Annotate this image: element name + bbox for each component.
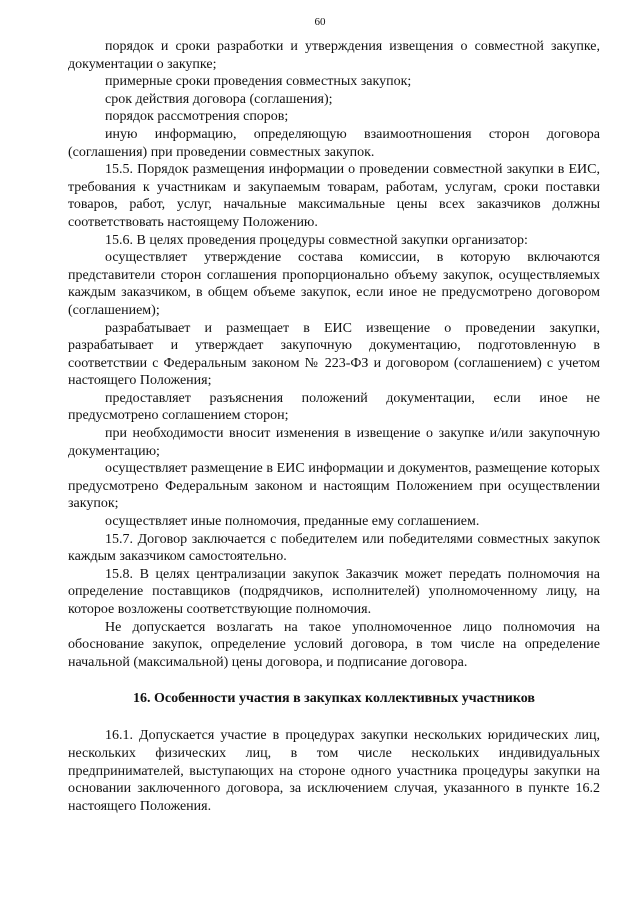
paragraph: срок действия договора (соглашения); [105,91,333,107]
paragraph-15-8: 15.8. В целях централизации закупок Заказчик может передать полномочия на определение поставщиков (подрядчиков, исполнителей) уполномоченному лицу, на которое возложены соответствующие полномочия. [68,566,600,617]
section-16 [68,727,600,815]
paragraph-15-7: 15.7. Договор заключается с победителем или победителями совместных закупок каждым заказчиком самостоятельно. [68,531,600,565]
paragraph: разрабатывает и размещает в ЕИС извещение о проведении закупки, разрабатывает и утверждает закупочную документацию, подготовленную в соответствии с Федеральным законом № 223-ФЗ и договором (соглашением) с учетом настоящего Положения; [68,320,600,389]
paragraph: порядок и сроки разработки и утверждения извещения о совместной закупке, документации о закупке; [68,39,600,72]
paragraph-15-5: 15.5. Порядок размещения информации о проведении совместной закупки в ЕИС, требования к участникам и закупаемым товарам, работам, услугам, сроки поставки товаров, работ, услуг, начальные максимальные цены всех заказчиков должны соответствовать настоящему Положению. [68,162,600,230]
paragraph: осуществляет размещение в ЕИС информации и документов, размещение которых предусмотрено Федеральным законом и настоящим Положением при осуществлении закупок; [68,461,600,512]
paragraph: осуществляет утверждение состава комиссии, в которую включаются представители сторон соглашения пропорционально объему закупок, осуществляемых каждым заказчиком, в общем объеме закупок, если иное не предусмотрено договором (соглашением); [68,250,600,318]
paragraph-15-6: 15.6. В целях проведения процедуры совместной закупки организатор: [105,232,528,248]
paragraph-16-1: 16.1. Допускается участие в процедурах закупки нескольких юридических лиц, нескольких физических лиц, в том числе нескольких индивидуальных предпринимателей, выступающих на стороне одного участника процедуры закупки на основании заключенного договора, за исключением случая, указанного в пункте 16.2 настоящего Положения. [68,728,600,814]
section-heading: 16. Особенности участия в закупках коллективных участников [133,691,535,707]
paragraph: предоставляет разъяснения положений документации, если иное не предусмотрено соглашением сторон; [68,390,600,424]
paragraph: порядок рассмотрения споров; [105,109,289,125]
page-number: 60 [314,16,326,28]
paragraph: осуществляет иные полномочия, преданные ему соглашением. [105,514,480,530]
paragraph: иную информацию, определяющую взаимоотношения сторон договора (соглашения) при проведении совместных закупок. [68,126,600,160]
page-body [68,38,600,815]
paragraph: при необходимости вносит изменения в извещение о закупке и/или закупочную документацию; [68,426,600,459]
paragraph: Не допускается возлагать на такое уполномоченное лицо полномочия на обоснование закупок, определение условий договора, в том числе на определение начальной (максимальной) цены договора, и подписание договора. [68,619,600,670]
section-15-continued [68,38,600,671]
paragraph: примерные сроки проведения совместных закупок; [105,74,412,90]
